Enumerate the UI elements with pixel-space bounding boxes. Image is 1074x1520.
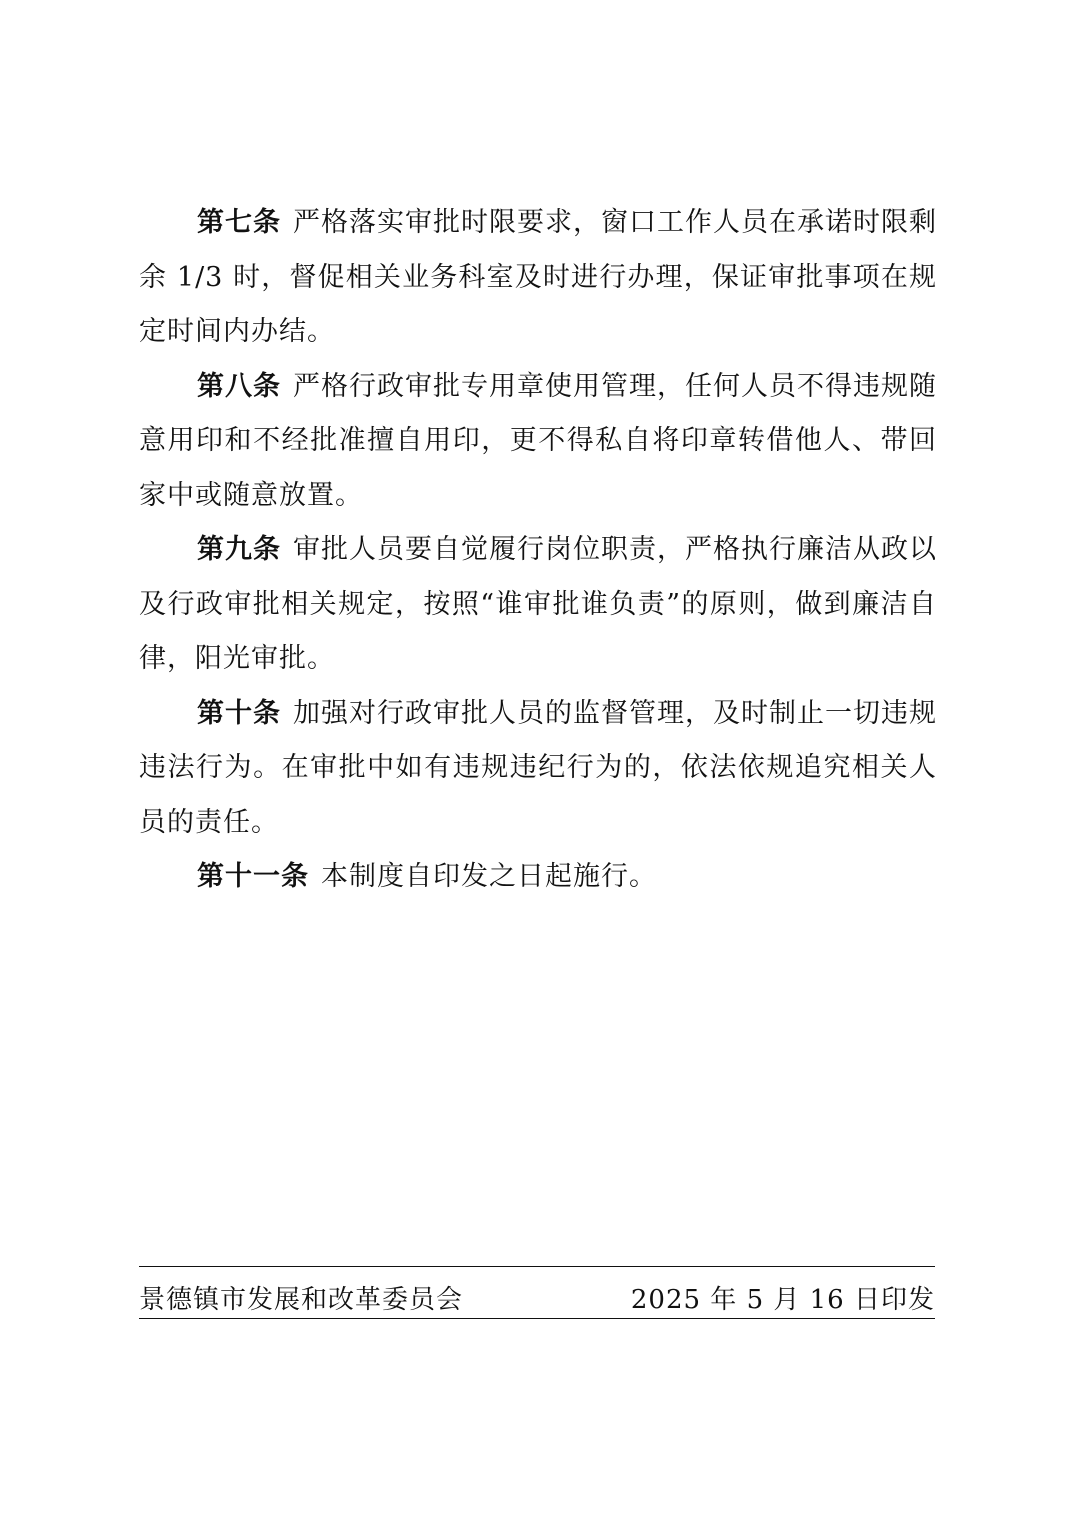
article-number: 第十一条 [197,861,309,892]
article-number: 第九条 [197,534,281,565]
issue-date: 2025 年 5 月 16 日印发 [630,1285,935,1315]
article-text: 加强对行政审批人员的监督管理，及时制止一切违规违法行为。在审批中如有违规违纪行为的，依法依规追究相关人员的责任。 [139,697,937,838]
article-text: 审批人员要自觉履行岗位职责，严格执行廉洁从政以及行政审批相关规定，按照“谁审批谁负责”的原则，做到廉洁自律，阳光审批。 [139,534,937,674]
article-text: 严格行政审批专用章使用管理，任何人员不得违规随意用印和不经批准擅自用印，更不得私自将印章转借他人、带回家中或随意放置。 [139,370,937,511]
article-text: 严格落实审批时限要求，窗口工作人员在承诺时限剩余 1/3 时，督促相关业务科室及时进行办理，保证审批事项在规定时间内办结。 [139,207,937,347]
article-7 [139,196,937,360]
article-number: 第七条 [197,207,281,238]
issuer-name: 景德镇市发展和改革委员会 [139,1285,464,1315]
article-10 [139,687,937,851]
article-11 [139,850,937,905]
article-text: 本制度自印发之日起施行。 [321,861,657,892]
issuance-footer [139,1284,935,1316]
footer-bottom-divider [139,1318,935,1319]
article-number: 第十条 [197,697,281,729]
article-number: 第八条 [197,370,281,402]
article-8 [139,360,937,524]
article-9 [139,523,937,687]
document-body [139,196,937,905]
footer-top-divider [139,1266,935,1267]
